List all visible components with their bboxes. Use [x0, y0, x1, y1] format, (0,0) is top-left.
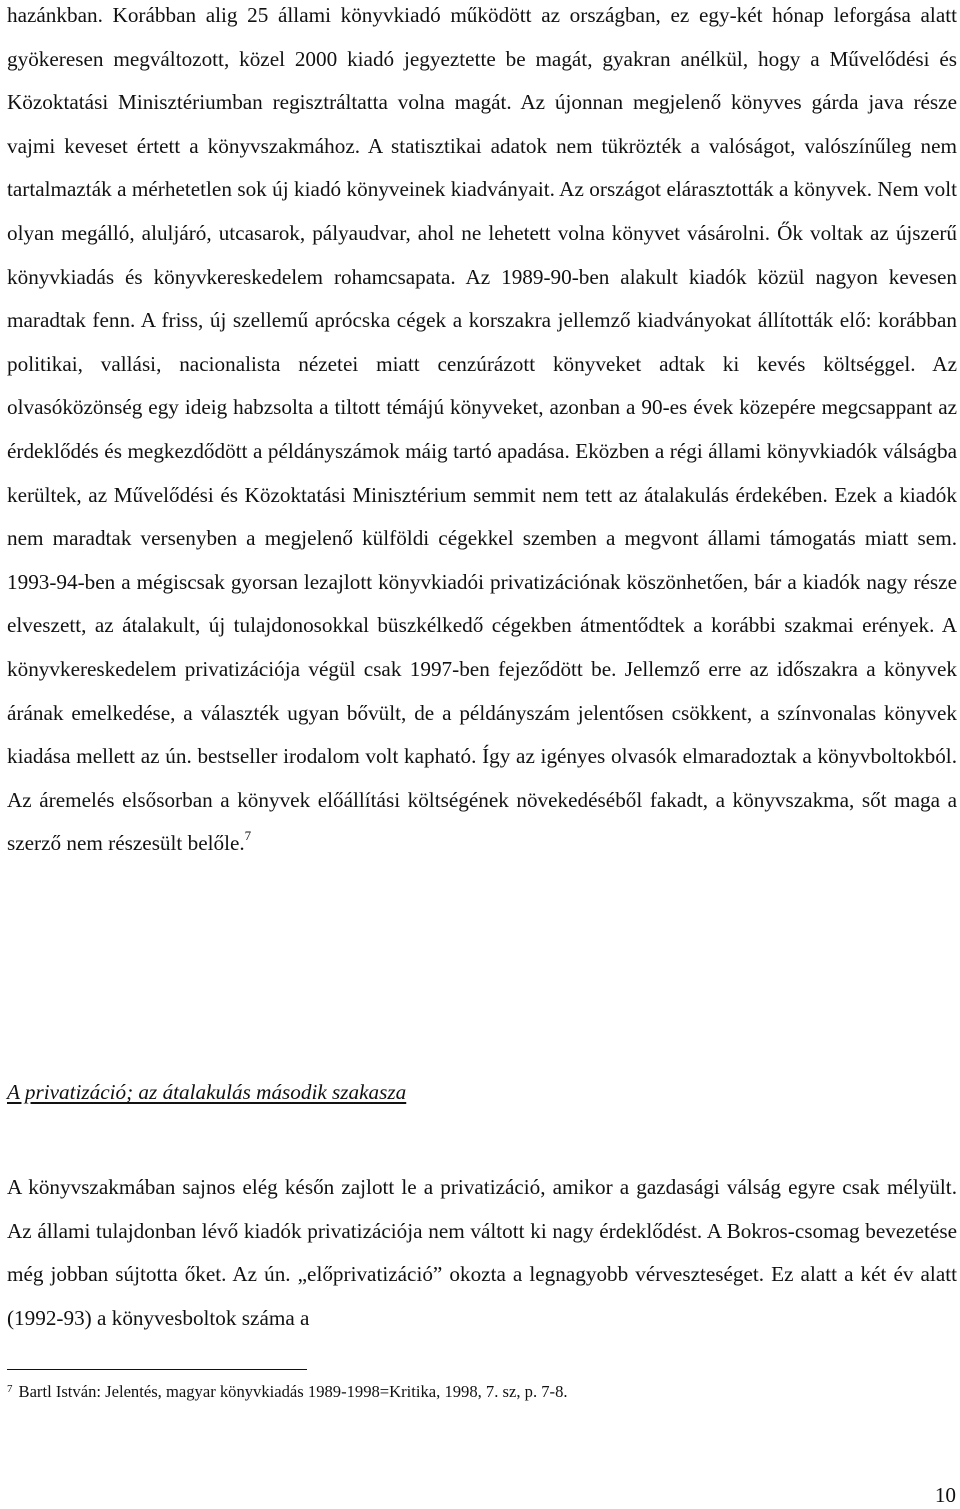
- footnote-number: 7: [7, 1383, 13, 1395]
- page-number: 10: [934, 1483, 956, 1507]
- body-paragraph: [7, 0, 957, 866]
- body-paragraph: A könyvszakmában sajnos elég későn zajlott le a privatizáció, amikor a gazdasági válság egyre csak mélyült. Az állami tulajdonban lévő kiadók privatizációja nem váltott ki nagy érdeklődést. A Bokros-csomag bevezetése még jobban sújtotta őket. Az ún. „előprivatizáció” okozta a legnagyobb vérveszteséget. Ez alatt a két év alatt (1992-93) a könyvesboltok száma a: [7, 1175, 957, 1330]
- footnote-reference[interactable]: 7: [244, 828, 252, 844]
- footnote-text: Bartl István: Jelentés, magyar könyvkiadás 1989-1998=Kritika, 1998, 7. sz, p. 7-8.: [18, 1382, 568, 1401]
- paragraph-text: hazánkban. Korábban alig 25 állami könyvkiadó működött az országban, ez egy-két hónap leforgása alatt gyökeresen megváltozott, közel 2000 kiadó jegyeztette be magát, gyakran anélkül, hogy a Művelődési és Közoktatási Minisztériumban regisztráltatta volna magát. Az újonnan megjelenő könyves gárda java része vajmi keveset értett a könyvszakmához. A statisztikai adatok nem tükrözték a valóságot, valószínűleg nem tartalmazták a mérhetetlen sok új kiadó könyveinek kiadványait. Az országot elárasztották a könyvek. Nem volt olyan megálló, aluljáró, utcasarok, pályaudvar, ahol ne lehetett volna könyvet vásárolni. Ők voltak az újszerű könyvkiadás és könyvkereskedelem rohamcsapata. Az 1989-90-ben alakult kiadók közül nagyon kevesen maradtak fenn. A friss, új szellemű aprócska cégek a korszakra jellemző kiadványokat állították elő: korábban politikai, vallási, nacionalista nézetei miatt cenzúrázott könyveket adtak ki kevés költséggel. Az olvasóközönség egy ideig habzsolta a tiltott témájú könyveket, azonban a 90-es évek közepére megcsappant az érdeklődés és megkezdődött a példányszámok máig tartó apadása. Eközben a régi állami könyvkiadók válságba kerültek, az Művelődési és Közoktatási Minisztérium semmit nem tett az átalakulás érdekében. Ezek a kiadók nem maradtak versenyben a megjelenő külföldi cégekkel szemben a megvont állami támogatás miatt sem. 1993-94-ben a mégiscsak gyorsan lezajlott könyvkiadói privatizációnak köszönhetően, bár a kiadók nagy része elveszett, az átalakult, új tulajdonosokkal büszkélkedő cégekben átmentődtek a korábbi szakmai erények. A könyvkereskedelem privatizációja végül csak 1997-ben fejeződött be. Jellemző erre az időszakra a könyvek árának emelkedése, a választék ugyan bővült, de a példányszám jelentősen csökkent, a színvonalas könyvek kiadása mellett az ún. bestseller irodalom volt kapható. Így az igényes olvasók elmaradoztak a könyvboltokból. Az áremelés elsősorban a könyvek előállítási költségének növekedéséből fakadt, a könyvszakma, sőt maga a szerző nem részesült belőle.: [7, 3, 957, 856]
- footnote: [7, 1381, 568, 1403]
- section-heading: A privatizáció; az átalakulás második szakasza: [7, 1080, 407, 1104]
- footnote-divider: [7, 1369, 307, 1370]
